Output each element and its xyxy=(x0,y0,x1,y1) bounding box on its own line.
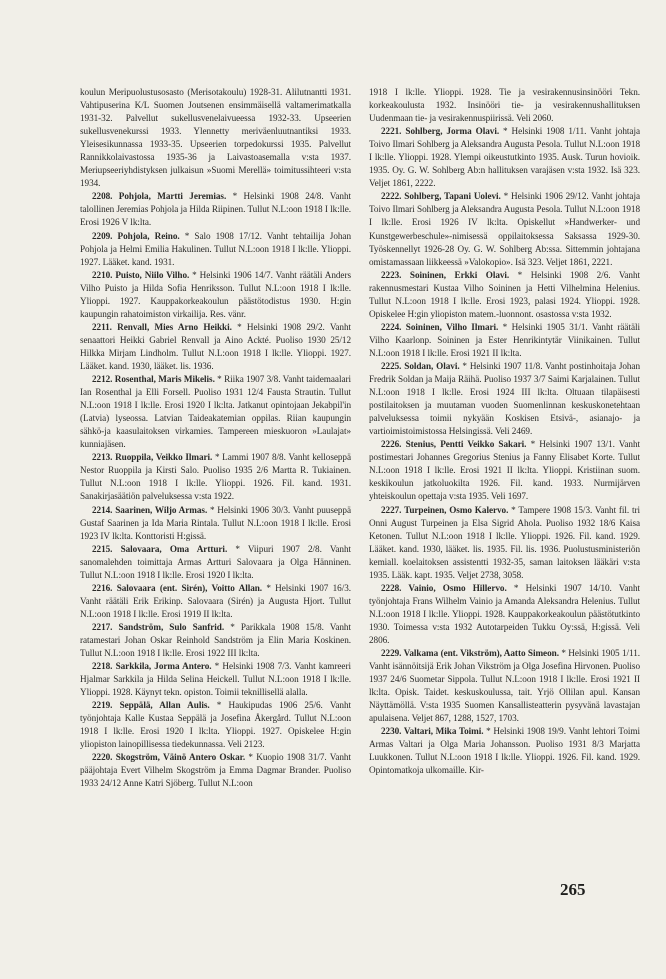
entry-heading: 2221. Sohlberg, Jorma Olavi. xyxy=(381,126,500,137)
entry-2208 xyxy=(80,190,351,229)
entry-2230 xyxy=(369,725,640,777)
entry-2214 xyxy=(80,504,351,543)
entry-heading: 2226. Stenius, Pentti Veikko Sakari. xyxy=(381,439,527,450)
entry-body: * Riika 1907 3/8. Vanht taidemaalari Ian Rosenthal ja Elli Forsell. Puoliso 1931 12/4 Fausta Strautin. Tullut N.L:oon 1918 I lk:lle. Erosi 1920 I lk:lta. Jatkanut opintojaan Jekabpil'in (Latvia) lyseossa. Latvian Taideakatemian oppilas. Riian kaupungin sähkö-ja kaasulaitoksen virkamies. Tampereen mieskuoron »Laulajat» kunniajäsen. xyxy=(80,374,351,450)
entry-heading: 2227. Turpeinen, Osmo Kalervo. xyxy=(381,504,509,515)
entry-heading: 2219. Seppälä, Allan Aulis. xyxy=(92,700,210,711)
entry-2228 xyxy=(369,582,640,647)
entry-body: * Helsinki 1908 7/3. Vanht kamreeri Hjalmar Sarkkila ja Hilda Selina Heickell. Tullut N.L:oon 1918 I lk:lle. Ylioppi. 1928. Käynyt tekn. opiston. Toimii teknillisellä alalla. xyxy=(80,661,351,698)
entry-body: * Tampere 1908 15/3. Vanht fil. tri Onni August Turpeinen ja Elsa Sigrid Ahola. Puoliso 1932 18/6 Kaisa Ketonen. Tullut N.L:oon 1918 I lk:lle. Ylioppi. 1926. Fil. kand. 1929. Lääket. kand. 1930, lääket. lis. 1935. Fil. lis. 1936. Puolustusministeriön kemiall. koelaitoksen assistentti 1932-35, saman laitoksen lääkäri v:sta 1935. Lääk. kapt. 1935. Veljet 2738, 3058. xyxy=(369,504,640,580)
entry-2222 xyxy=(369,190,640,268)
entry-2224 xyxy=(369,321,640,360)
entry-heading: 2220. Skogström, Väinö Antero Oskar. xyxy=(92,752,246,763)
entry-2219 xyxy=(80,699,351,751)
entry-2217 xyxy=(80,621,351,660)
entry-2213 xyxy=(80,451,351,503)
entry-heading: 2225. Soldan, Olavi. xyxy=(381,360,460,371)
entry-heading: 2229. Valkama (ent. Vikström), Aatto Simeon. xyxy=(381,648,559,659)
entry-heading: 2211. Renvall, Mies Arno Heikki. xyxy=(92,321,232,332)
entry-2210 xyxy=(80,269,351,321)
entry-heading: 2212. Rosenthal, Maris Mikelis. xyxy=(92,374,215,385)
entry-body: * Helsinki 1908 1/11. Vanht johtaja Toivo Ilmari Sohlberg ja Aleksandra Augusta Pesola. Tullut N.L:oon 1918 I lk:lle. Ylioppi. 1928. Ylempi oikeustutkinto 1935. Ausk. Turun hovioik. 1935. Oy. G. W. Sohlberg Ab:n hallituksen varajäsen v:sta 1932. Isä 323. Veljet 1861, 2222. xyxy=(369,126,640,189)
entry-heading: 2209. Pohjola, Reino. xyxy=(92,230,180,241)
entry-heading: 2223. Soininen, Erkki Olavi. xyxy=(381,269,510,280)
entry-body: * Helsinki 1905 31/1. Vanht räätäli Vilho Kaarlonp. Soininen ja Ester Henrikintytär Viinikainen. Tullut N.L:oon 1918 I lk:lle. Erosi 1921 II lk:lta. xyxy=(369,321,640,358)
entry-2212 xyxy=(80,373,351,451)
entry-heading: 2213. Ruoppila, Veikko Ilmari. xyxy=(92,452,213,463)
page-number: 265 xyxy=(560,880,586,899)
entry-2229 xyxy=(369,647,640,725)
entry-heading: 2222. Sohlberg, Tapani Uolevi. xyxy=(381,191,501,202)
entry-body: * Helsinki 1908 2/6. Vanht rakennusmestari Kustaa Vilho Soininen ja Hetti Vilhelmina Helenius. Tullut N.L:oon 1918 I lk:lle. Erosi 1923, palasi 1924. Ylioppi. 1928. Opiskelee H:gin yliopiston matem.-luonnont. osastossa v:sta 1932. xyxy=(369,269,641,319)
entry-2223 xyxy=(369,269,640,321)
entry-2216 xyxy=(80,582,351,621)
entry-body: * Viipuri 1907 2/8. Vanht sanomalehden toimittaja Armas Artturi Salovaara ja Olga Hänninen. Tullut N.L:oon 1918 I lk:lle. Erosi 1920 I lk:lta. xyxy=(80,543,351,580)
entry-heading: 2210. Puisto, Niilo Vilho. xyxy=(92,269,190,280)
entry-body: * Helsinki 1907 13/1. Vanht postimestari Johannes Gregorius Stenius ja Fanny Elisabet Korte. Tullut N.L:oon 1918 I lk:lle. Erosi 1921 II lk:lta. Ylioppi. Kristiinan suom. keskikoulun jatkoluokilta 1926. Fil. kand. 1933. Nurmijärven yhteiskoulun opettaja v:sta 1935. Veli 1697. xyxy=(369,439,640,502)
entry-body: * Helsinki 1906 29/12. Vanht johtaja Toivo Ilmari Sohlberg ja Aleksandra Augusta Pesola. Tullut N.L:oon 1918 I lk:lle. Erosi 1926 IV lk:lta. Opiskellut »Handwerker- und Kunstgewerbeschule»-nimisessä oppilaitoksessa Saksassa 1929-30. Työskennellyt 1926-28 Oy. G. W. Sohlberg Ab:ssa. Sittemmin johtajana omistamassaan liikkeessä »Valokopio». Isä 323. Veljet 1861, 2221. xyxy=(369,191,640,267)
entry-heading: 2217. Sandström, Sulo Sanfrid. xyxy=(92,621,225,632)
entry-body: * Helsinki 1905 1/11. Vanht isännöitsijä Erik Johan Vikström ja Olga Josefina Hirvonen. Puoliso 1937 24/6 Suometar Sippola. Tullut N.L:oon 1918 I lk:lle. Erosi 1921 II lk:lta. Opisk. Taidet. keskuskoulussa, tait. Yrjö Ollilan apul. Kansan Näyttämöllä. V:sta 1935 Suomen Kansallisteatterin pysyvänä lavastajan apulaisena. Veljet 867, 1288, 1527, 1703. xyxy=(369,648,640,724)
entry-heading: 2214. Saarinen, Wiljo Armas. xyxy=(92,504,208,515)
entry-body: * Helsinki 1908 29/2. Vanht senaattori Heikki Gabriel Renvall ja Aino Ackté. Puoliso 1930 25/12 Hilkka Mirjam Lindholm. Tullut N.L:oon 1918 I lk:lle. Ylioppi. 1927. Lääket. kand. 1930, lääket. lis. 1936. xyxy=(80,321,352,371)
entry-body: * Helsinki 1906 30/3. Vanht puuseppä Gustaf Saarinen ja Ida Maria Rintala. Tullut N.L:oon 1918 I lk:lle. Erosi 1923 IV lk:lta. Konttoristi H:gissä. xyxy=(80,504,351,541)
entry-heading: 2208. Pohjola, Martti Jeremias. xyxy=(92,191,227,202)
entry-2227 xyxy=(369,504,640,582)
entry-body: * Parikkala 1908 15/8. Vanht ratamestari Johan Oskar Reinhold Sandström ja Elin Maria Koskinen. Tullut N.L:oon 1918 I lk:lle. Erosi 1922 III lk:lta. xyxy=(80,621,351,659)
entry-heading: 2218. Sarkkila, Jorma Antero. xyxy=(92,661,212,672)
entry-2215 xyxy=(80,543,351,582)
entry-body: * Helsinki 1907 16/3. Vanht räätäli Erik Erikinp. Salovaara (Sirén) ja Augusta Hjort. Tullut N.L:oon 1918 I lk:lle. Erosi 1919 II lk:lta. xyxy=(80,582,351,619)
right-column xyxy=(369,86,640,777)
left-column xyxy=(80,86,351,791)
entry-2220 xyxy=(80,751,351,790)
entry-text: koulun Meripuolustusosasto (Merisotakoulu) 1928-31. Alilutnantti 1931. Vahtipuserina K/L Suomen Joutsenen ensimmäisellä valtamerimatkalla 1931-32. Palvellut sukellusvenelaivueessa 1932-33. Upseerien sukellusvenekurssi 1933. Ylennetty meriväenluutnantiksi 1933. Yleisesikunnassa 1933-35. Upseerien torpedokurssi 1935. Palvellut Rannikkolaivastossa 1935-36 ja Laivastoasemalla v:sta 1937. Meriupseeriyhdistyksen julkaisun »Suomi Merellä» toimitussihteeri v:sta 1934. xyxy=(80,87,351,189)
entry-body: * Helsinki 1906 14/7. Vanht räätäli Anders Vilho Puisto ja Hilda Sofia Henriksson. Tullut N.L:oon 1918 I lk:lle. Ylioppi. 1927. Kauppakorkeakoulun päästötodistus 1930. H:gin kaupungin rahatoimiston virkailija. Res. vänr. xyxy=(80,269,351,319)
entry-body: * Salo 1908 17/12. Vanht tehtailija Johan Pohjola ja Helmi Emilia Hakulinen. Tullut N.L:oon 1918 I lk:lle. Ylioppi. 1927. Lääket. kand. 1931. xyxy=(80,230,351,267)
entry-body: * Haukipudas 1906 25/6. Vanht työnjohtaja Kalle Kustaa Seppälä ja Josefina Åkergård. Tullut N.L:oon 1918 I lk:lle. Erosi 1920 I lk:lta. Ylioppi. 1927. Opiskelee H:gin yliopiston lainopillisessa tiedekunnassa. Veli 2123. xyxy=(80,700,351,750)
entry-heading: 2230. Valtari, Mika Toimi. xyxy=(381,726,484,737)
entry-2226 xyxy=(369,438,640,503)
entry-heading: 2224. Soininen, Vilho Ilmari. xyxy=(381,321,499,332)
entry-2221 xyxy=(369,125,640,190)
entry-2225 xyxy=(369,360,640,438)
entry-2211 xyxy=(80,321,351,373)
entry-body: * Helsinki 1907 11/8. Vanht postinhoitaja Johan Fredrik Soldan ja Maija Räihä. Puoliso 1937 3/7 Saimi Karjalainen. Tullut N.L:oon 1918 I lk:lle. Erosi 1924 III lk:lta. Oltuaan tilapäisesti postilaitoksen ja muutaman vuoden Suomenlinnan keskuskonetehtaan palveluksessa toimii nykyään Koskisen Etsivä-, asianajo- ja vartioimistoimistossa Helsingissä. Veli 2469. xyxy=(369,360,641,437)
entry-2209 xyxy=(80,230,351,269)
entry-body: * Lammi 1907 8/8. Vanht kelloseppä Nestor Ruoppila ja Kirsti Salo. Puoliso 1935 2/6 Martta R. Tukiainen. Tullut N.L:oon 1918 I lk:lle. Ylioppi. 1926. Fil. kand. 1931. Sanakirjasäätiön palveluksessa v:sta 1922. xyxy=(80,452,351,502)
entry-body: * Kuopio 1908 31/7. Vanht pääjohtaja Evert Vilhelm Skogström ja Emma Dagmar Brander. Puoliso 1933 24/12 Anne Katri Sjöberg. Tullut N.L:oon xyxy=(80,752,351,789)
entry-heading: 2215. Salovaara, Oma Artturi. xyxy=(92,543,228,554)
entry-heading: 2228. Vainio, Osmo Hillervo. xyxy=(381,582,507,593)
entry-body: * Helsinki 1908 19/9. Vanht lehtori Toimi Armas Valtari ja Olga Maria Johansson. Puoliso 1931 8/3 Marjatta Luukkonen. Tullut N.L:oon 1918 I lk:lle. Ylioppi. 1926. Fil. kand. 1929. Opintomatkoja ulkomaille. Kir- xyxy=(369,726,640,776)
entry-heading: 2216. Salovaara (ent. Sirén), Voitto Allan. xyxy=(92,582,263,593)
entry-body: * Helsinki 1907 14/10. Vanht työnjohtaja Frans Wilhelm Vainio ja Amanda Aleksandra Helenius. Tullut N.L:oon 1918 I lk:lle. Ylioppi. 1928. Kauppakorkeakoulun päästötutkinto 1930. Toimessa v:sta 1932 Autotarpeiden Tukku Oy:ssä, H:gissä. Veli 2806. xyxy=(369,582,640,645)
entry-text: 1918 I lk:lle. Ylioppi. 1928. Tie ja vesirakennusinsinööri Tekn. korkeakoulusta 1932. Insinööri tie- ja vesirakennushallituksen Uudenmaan tie- ja vesirakennuspiirissä. Veli 2060. xyxy=(369,87,640,124)
entry-body: * Helsinki 1908 24/8. Vanht talollinen Jeremias Pohjola ja Hilda Riipinen. Tullut N.L:oon 1918 I lk:lle. Erosi 1926 V lk:lta. xyxy=(80,191,351,228)
entry-2218 xyxy=(80,660,351,699)
